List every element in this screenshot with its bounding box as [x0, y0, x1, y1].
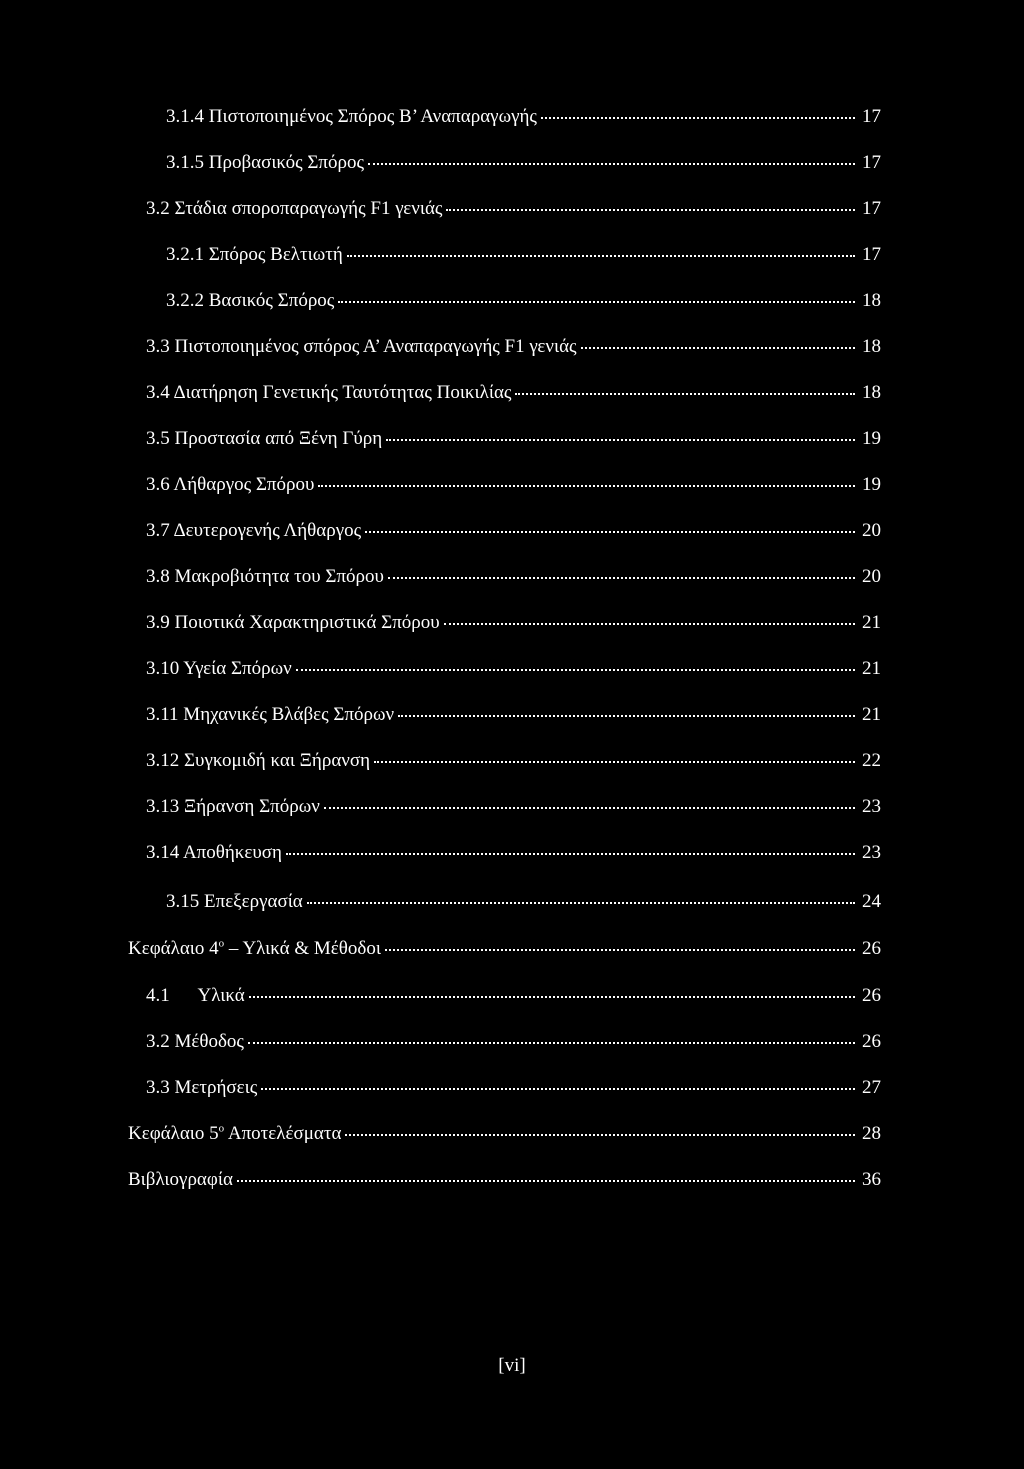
dot-leader: [386, 439, 855, 441]
toc-entry-label: 3.11 Μηχανικές Βλάβες Σπόρων: [146, 704, 395, 725]
toc-entry[interactable]: [166, 106, 881, 128]
toc-entry[interactable]: [146, 985, 881, 1007]
toc-entry-page: 26: [862, 1031, 881, 1052]
dot-leader: [248, 1042, 855, 1044]
toc-entry[interactable]: [146, 704, 881, 726]
dot-leader: [318, 485, 855, 487]
toc-entry-label: 3.15 Επεξεργασία: [166, 891, 303, 912]
dot-leader: [374, 761, 855, 763]
toc-entry-label: 3.1.4 Πιστοποιημένος Σπόρος Β’ Αναπαραγωγής: [166, 106, 537, 127]
toc-entry[interactable]: [146, 428, 881, 450]
toc-entry-label: 3.13 Ξήρανση Σπόρων: [146, 796, 320, 817]
toc-entry-page: 17: [862, 106, 881, 127]
dot-leader: [296, 669, 855, 671]
toc-entry[interactable]: [166, 152, 881, 174]
dot-leader: [347, 255, 855, 257]
toc-entry-label: 4.1 Υλικά: [146, 985, 245, 1006]
toc-entry[interactable]: [146, 658, 881, 680]
toc-entry-label: 3.3 Πιστοποιημένος σπόρος Α’ Αναπαραγωγής F1 γενιάς: [146, 336, 577, 357]
dot-leader: [261, 1088, 855, 1090]
dot-leader: [307, 902, 855, 904]
toc-entry-label: 3.2.2 Βασικός Σπόρος: [166, 290, 335, 311]
toc-entry-page: 26: [862, 938, 881, 959]
toc-entry[interactable]: [166, 290, 881, 312]
toc-entry-page: 28: [862, 1123, 881, 1144]
toc-entry-page: 21: [862, 658, 881, 679]
dot-leader: [345, 1134, 855, 1136]
toc-entry[interactable]: [146, 750, 881, 772]
superscript: ο: [218, 1122, 225, 1135]
toc-entry-page: 22: [862, 750, 881, 771]
toc-entry[interactable]: [166, 891, 881, 913]
toc-entry-label: Κεφάλαιο $5^o$ Αποτελέσματα: [128, 1122, 342, 1144]
toc-entry-label: 3.1.5 Προβασικός Σπόρος: [166, 152, 365, 173]
toc-entry-page: 24: [862, 891, 881, 912]
toc-entry-page: 18: [862, 336, 881, 357]
toc-entry-label: 3.14 Αποθήκευση: [146, 842, 282, 863]
toc-entry[interactable]: [146, 520, 881, 542]
toc-entry[interactable]: [146, 336, 881, 358]
toc-entry-page: 18: [862, 290, 881, 311]
toc-entry-page: 23: [862, 796, 881, 817]
toc-entry-page: 27: [862, 1077, 881, 1098]
toc-entry[interactable]: [146, 198, 881, 220]
dot-leader: [446, 209, 855, 211]
toc-entry-label: 3.7 Δευτερογενής Λήθαργος: [146, 520, 362, 541]
toc-entry-page: 20: [862, 566, 881, 587]
dot-leader: [515, 393, 855, 395]
dot-leader: [388, 577, 855, 579]
toc-entry-label: Κεφάλαιο $4^o$ – Υλικά & Μέθοδοι: [128, 937, 381, 959]
page-number: [vi]: [498, 1355, 526, 1376]
toc-entry-page: 17: [862, 198, 881, 219]
toc-entry-page: 21: [862, 612, 881, 633]
dot-leader: [338, 301, 855, 303]
toc-entry[interactable]: [146, 1031, 881, 1053]
toc-entry-label: 3.3 Μετρήσεις: [146, 1077, 258, 1098]
toc-entry-label: 3.9 Ποιοτικά Χαρακτηριστικά Σπόρου: [146, 612, 440, 633]
toc-entry-chapter[interactable]: [128, 938, 881, 960]
toc-entry-label: 3.2.1 Σπόρος Βελτιωτή: [166, 244, 343, 265]
dot-leader: [385, 949, 855, 951]
toc-entry-label: 3.2 Στάδια σποροπαραγωγής F1 γενιάς: [146, 198, 443, 219]
toc-entry-chapter[interactable]: [128, 1123, 881, 1145]
superscript: ο: [218, 937, 225, 950]
toc-entry-label: 3.10 Υγεία Σπόρων: [146, 658, 292, 679]
toc-entry[interactable]: [128, 1169, 881, 1191]
toc-entry-page: 17: [862, 244, 881, 265]
toc-entry-page: 23: [862, 842, 881, 863]
toc-entry[interactable]: [146, 382, 881, 404]
dot-leader: [249, 996, 855, 998]
dot-leader: [368, 163, 855, 165]
dot-leader: [365, 531, 855, 533]
toc-entry-page: 17: [862, 152, 881, 173]
dot-leader: [444, 623, 855, 625]
toc-entry-label: Βιβλιογραφία: [128, 1169, 233, 1190]
toc-entry-page: 36: [862, 1169, 881, 1190]
dot-leader: [237, 1180, 855, 1182]
toc-entry-label: 3.5 Προστασία από Ξένη Γύρη: [146, 428, 383, 449]
toc-entry-page: 18: [862, 382, 881, 403]
toc-entry-page: 21: [862, 704, 881, 725]
toc-entry[interactable]: [166, 244, 881, 266]
dot-leader: [541, 117, 855, 119]
dot-leader: [581, 347, 855, 349]
toc-entry-label: 3.8 Μακροβιότητα του Σπόρου: [146, 566, 384, 587]
dot-leader: [324, 807, 855, 809]
toc-entry[interactable]: [146, 474, 881, 496]
toc-entry-page: 26: [862, 985, 881, 1006]
toc-entry-page: 19: [862, 474, 881, 495]
dot-leader: [398, 715, 855, 717]
toc-entry[interactable]: [146, 612, 881, 634]
toc-entry[interactable]: [146, 566, 881, 588]
toc-entry[interactable]: [146, 842, 881, 864]
toc-entry-label: 3.2 Μέθοδος: [146, 1031, 244, 1052]
toc-entry-label: 3.6 Λήθαργος Σπόρου: [146, 474, 315, 495]
toc-entry-page: 20: [862, 520, 881, 541]
toc-entry[interactable]: [146, 796, 881, 818]
toc-entry-page: 19: [862, 428, 881, 449]
dot-leader: [286, 853, 855, 855]
toc-entry[interactable]: [146, 1077, 881, 1099]
toc-entry-label: 3.12 Συγκομιδή και Ξήρανση: [146, 750, 371, 771]
toc-entry-label: 3.4 Διατήρηση Γενετικής Ταυτότητας Ποικιλίας: [146, 382, 512, 403]
